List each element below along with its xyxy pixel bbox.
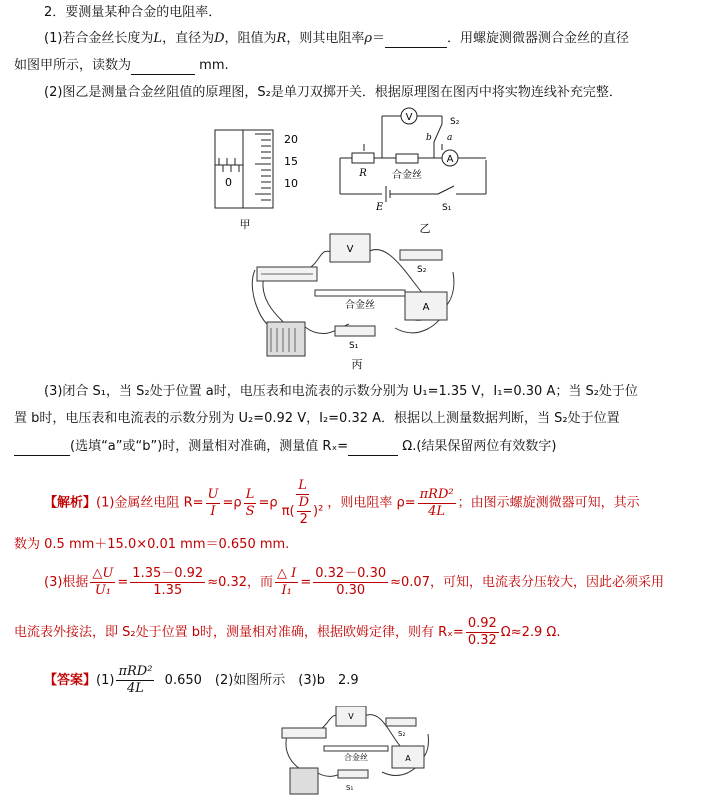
- tick-label: 20: [284, 133, 298, 146]
- analysis-tag: 【解析】: [44, 495, 97, 511]
- analysis-text: ；由图示螺旋测微器可知，其示: [457, 495, 640, 511]
- answer-text: 0.650 (2)如图所示 (3)b 2.9: [164, 673, 359, 688]
- answer-apparatus-figure: [272, 706, 442, 798]
- frac-num: D: [298, 495, 310, 510]
- ammeter-label: A: [405, 754, 411, 763]
- equals-sign: =: [117, 575, 129, 590]
- analysis-text: (1)金属丝电阻 R=: [96, 495, 204, 511]
- frac-den: 1.35: [153, 583, 183, 598]
- part1-text-a: (1)若合金丝长度为: [44, 31, 154, 46]
- blank-position[interactable]: [14, 441, 70, 456]
- frac-den: I: [210, 503, 216, 519]
- blank-resistivity[interactable]: [385, 33, 447, 48]
- frac-num: πRD²: [118, 664, 153, 679]
- tick-label: 15: [284, 155, 298, 168]
- analysis-text: ≈0.07，可知，电流表分压较大，因此必须采用: [390, 575, 664, 590]
- part3-text-a: (选填“a”或“b”)时，测量相对准确，测量值 Rₓ=: [70, 439, 349, 454]
- equals-sign: =: [300, 575, 312, 590]
- figure-caption-yi: 乙: [419, 222, 431, 235]
- frac-num: △U: [92, 566, 114, 581]
- tick-label: 10: [284, 177, 298, 190]
- pos-b-label: b: [426, 133, 432, 143]
- analysis-text: Ω≈2.9 Ω.: [500, 625, 561, 640]
- s2-label: S₂: [450, 117, 460, 127]
- voltmeter-label: V: [346, 244, 354, 255]
- frac-num: πRD²: [419, 486, 454, 502]
- s1-label: S₁: [346, 784, 354, 792]
- apparatus-figure: [245, 232, 475, 374]
- analysis-text: 电流表外接法，即 S₂处于位置 b时，测量相对准确，根据欧姆定律，则有 Rₓ=: [14, 625, 464, 640]
- part3-line2: 置 b时，电压表和电流表的示数分别为 U₂=0.92 V，I₂=0.32 A．根据以上测量数据判断，当 S₂处于位置: [14, 411, 620, 426]
- var-L: L: [153, 31, 163, 46]
- analysis-text: =ρ: [258, 495, 278, 511]
- ammeter-label: A: [422, 302, 430, 313]
- s2-label: S₂: [417, 265, 427, 275]
- frac-num: △ I: [277, 566, 297, 581]
- blank-reading[interactable]: [131, 60, 195, 75]
- analysis-line2: 数为 0.5 mm＋15.0×0.01 mm＝0.650 mm.: [14, 537, 290, 552]
- battery-label: E: [376, 202, 384, 213]
- frac-den: U₁: [94, 583, 111, 598]
- equals-sign: ＝: [372, 31, 386, 46]
- s1-label: S₁: [442, 203, 452, 213]
- analysis-line4: [14, 616, 560, 649]
- circuit-schematic: [330, 104, 500, 240]
- frac-den: 4L: [126, 681, 144, 696]
- ammeter-label: A: [446, 154, 454, 165]
- frac-num: L: [298, 478, 307, 493]
- unit-mm: mm.: [199, 58, 229, 73]
- var-R: R: [276, 31, 287, 46]
- figure-caption-bing: 丙: [351, 358, 363, 371]
- answer-text: (1): [96, 673, 115, 688]
- analysis-text: (3)根据: [44, 575, 89, 590]
- rheostat-label: R: [359, 168, 367, 179]
- s1-label: S₁: [349, 341, 359, 351]
- part1-text-c: ，阻值为: [224, 31, 277, 46]
- pi-symbol: π: [281, 504, 290, 519]
- frac-num: 0.92: [467, 616, 497, 631]
- analysis-line1: 【解析】(1)金属丝电阻 R= $\frac{U}{I}$ =ρ $\frac{L}{S}$ =ρ L π( $\frac{D}{2}$ )² ，则电阻率 ρ= $\frac{\text{πRD²}}{4L}$ ；由图示螺旋测微器可知，其示: [44, 478, 640, 527]
- frac-num: L: [245, 486, 255, 502]
- voltmeter-label: V: [348, 712, 354, 721]
- analysis-line3: [44, 566, 664, 599]
- var-rho: ρ: [364, 31, 372, 46]
- analysis-text: =ρ: [222, 495, 242, 511]
- frac-den: 0.32: [467, 633, 497, 648]
- voltmeter-label: V: [405, 112, 413, 123]
- part1-line2: [14, 57, 229, 75]
- analysis-text: ≈0.32，而: [207, 575, 274, 590]
- part3-line1: (3)闭合 S₁，当 S₂处于位置 a时，电压表和电流表的示数分别为 U₁=1.35 V，I₁=0.30 A；当 S₂处于位: [44, 384, 638, 399]
- analysis-text: ，则电阻率 ρ=: [327, 495, 416, 511]
- part3-line3: [14, 438, 557, 456]
- part1-line1: [44, 30, 629, 48]
- blank-rx[interactable]: [348, 441, 398, 456]
- question-title: 2．要测量某种合金的电阻率．: [44, 5, 222, 20]
- zero-label: 0: [225, 176, 232, 189]
- s2-label: S₂: [398, 730, 406, 738]
- part2-text: (2)图乙是测量合金丝阻值的原理图，S₂是单刀双掷开关．根据原理图在图丙中将实物连线补充完整．: [44, 85, 622, 100]
- frac-den: 2: [299, 512, 308, 527]
- part3-text-b: Ω.(结果保留两位有效数字): [402, 439, 557, 454]
- part1-text-f: 如图甲所示，读数为: [14, 58, 132, 73]
- frac-den: 0.30: [336, 583, 366, 598]
- wire-label: 合金丝: [392, 170, 422, 181]
- wire-label: 合金丝: [345, 300, 375, 311]
- part1-text-e: ．用螺旋测微器测合金丝的直径: [447, 31, 630, 46]
- micrometer-figure: [205, 120, 305, 232]
- answer-line: [44, 664, 359, 697]
- frac-num: U: [207, 486, 219, 502]
- var-D: D: [214, 31, 225, 46]
- frac-den: S: [245, 503, 255, 519]
- wire-label: 合金丝: [344, 753, 368, 762]
- part1-text-d: ，则其电阻率: [286, 31, 365, 46]
- pos-a-label: a: [447, 133, 453, 143]
- part1-text-b: ，直径为: [162, 31, 215, 46]
- figure-caption-jia: 甲: [239, 218, 251, 231]
- frac-den: 4L: [428, 503, 446, 519]
- square-sup: ²: [318, 504, 324, 519]
- answer-tag: 【答案】: [44, 673, 97, 688]
- frac-den: I₁: [281, 583, 292, 598]
- frac-num: 0.32－0.30: [315, 566, 387, 581]
- frac-num: 1.35－0.92: [132, 566, 204, 581]
